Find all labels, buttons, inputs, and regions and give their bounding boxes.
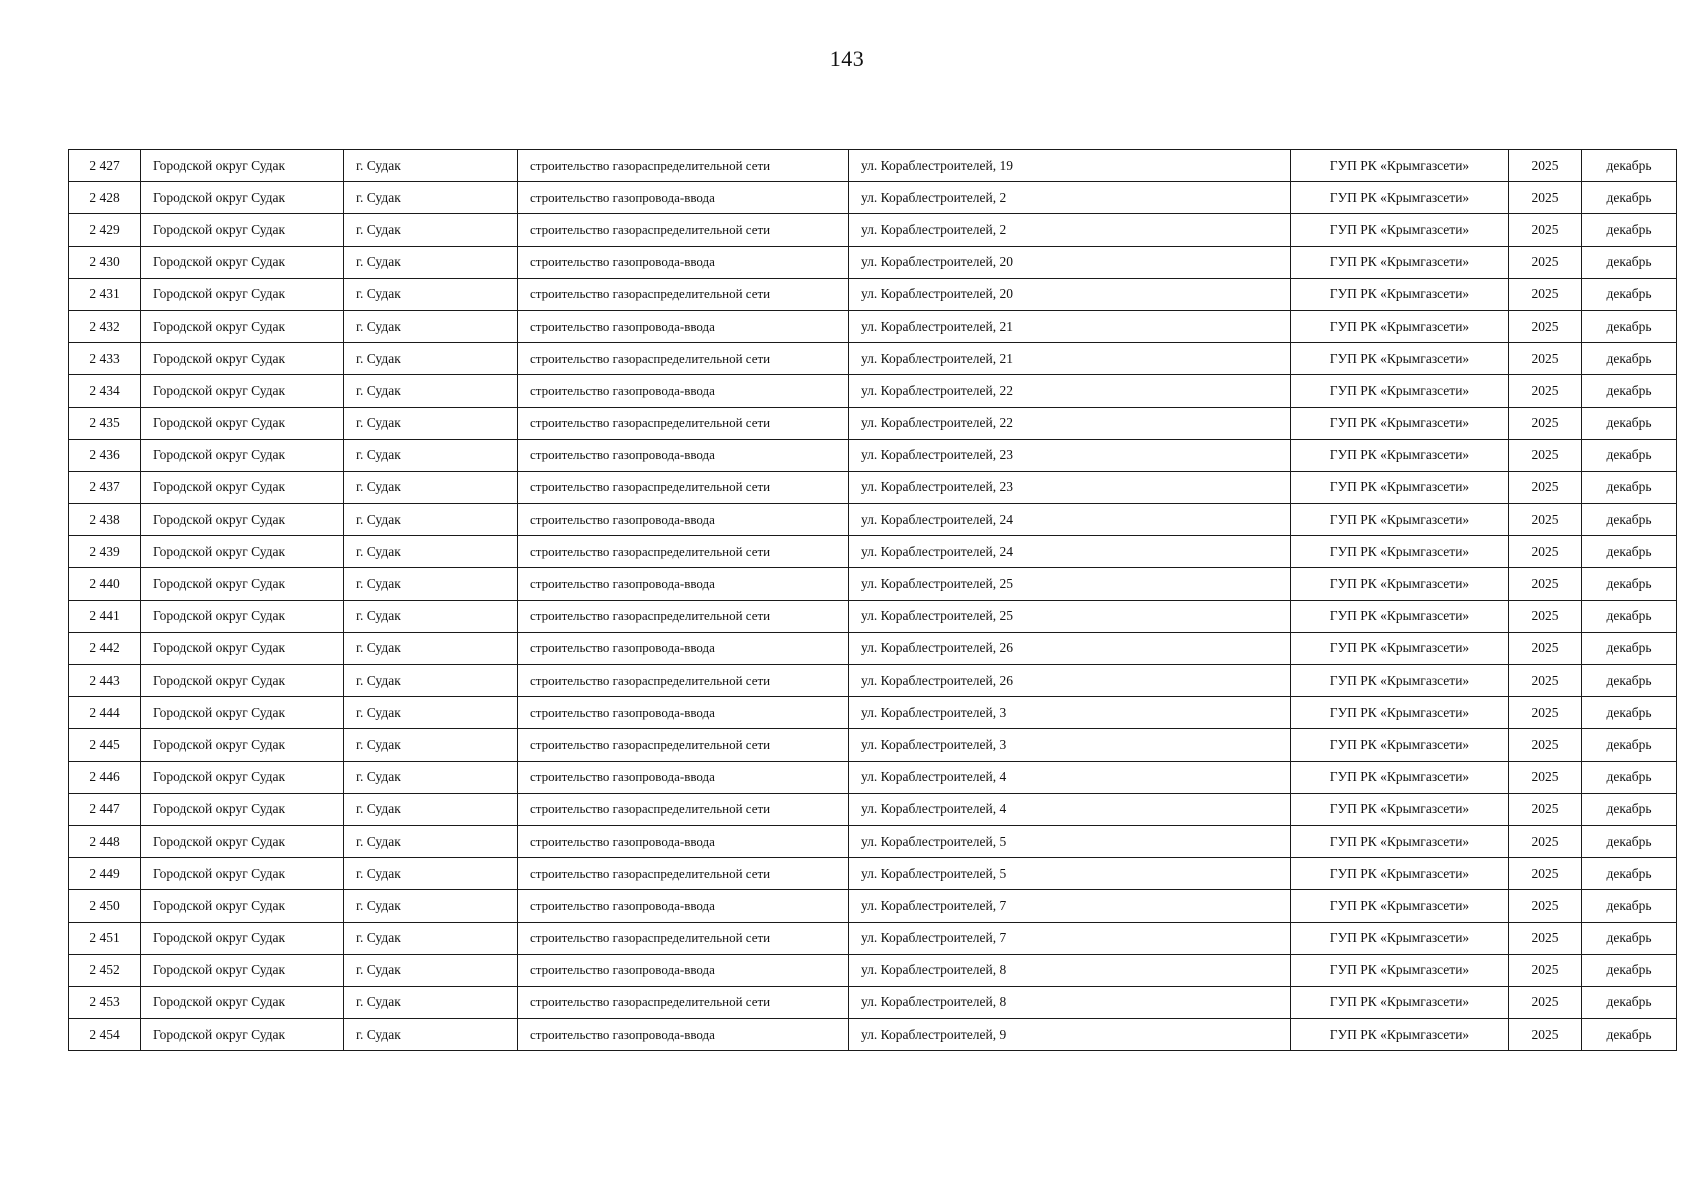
settlement-cell: г. Судак xyxy=(344,343,518,375)
row-number: 2 436 xyxy=(69,439,141,471)
address-cell: ул. Кораблестроителей, 3 xyxy=(849,697,1291,729)
address-cell: ул. Кораблестроителей, 19 xyxy=(849,150,1291,182)
district-cell: Городской округ Судак xyxy=(141,278,344,310)
settlement-cell: г. Судак xyxy=(344,986,518,1018)
row-number: 2 437 xyxy=(69,471,141,503)
organization-cell: ГУП РК «Крымгазсети» xyxy=(1291,504,1509,536)
row-number: 2 444 xyxy=(69,697,141,729)
address-cell: ул. Кораблестроителей, 22 xyxy=(849,375,1291,407)
table-row xyxy=(69,697,1677,729)
year-cell: 2025 xyxy=(1509,954,1582,986)
organization-cell: ГУП РК «Крымгазсети» xyxy=(1291,278,1509,310)
month-cell: декабрь xyxy=(1582,922,1677,954)
work-type-cell: строительство газораспределительной сети xyxy=(518,536,849,568)
address-cell: ул. Кораблестроителей, 23 xyxy=(849,471,1291,503)
table-row xyxy=(69,278,1677,310)
year-cell: 2025 xyxy=(1509,150,1582,182)
row-number: 2 452 xyxy=(69,954,141,986)
address-cell: ул. Кораблестроителей, 25 xyxy=(849,568,1291,600)
month-cell: декабрь xyxy=(1582,407,1677,439)
year-cell: 2025 xyxy=(1509,600,1582,632)
row-number: 2 431 xyxy=(69,278,141,310)
organization-cell: ГУП РК «Крымгазсети» xyxy=(1291,729,1509,761)
work-type-cell: строительство газораспределительной сети xyxy=(518,407,849,439)
district-cell: Городской округ Судак xyxy=(141,793,344,825)
address-cell: ул. Кораблестроителей, 3 xyxy=(849,729,1291,761)
year-cell: 2025 xyxy=(1509,761,1582,793)
year-cell: 2025 xyxy=(1509,343,1582,375)
work-type-cell: строительство газораспределительной сети xyxy=(518,343,849,375)
address-cell: ул. Кораблестроителей, 21 xyxy=(849,343,1291,375)
row-number: 2 441 xyxy=(69,600,141,632)
row-number: 2 450 xyxy=(69,890,141,922)
organization-cell: ГУП РК «Крымгазсети» xyxy=(1291,407,1509,439)
row-number: 2 440 xyxy=(69,568,141,600)
organization-cell: ГУП РК «Крымгазсети» xyxy=(1291,986,1509,1018)
work-type-cell: строительство газораспределительной сети xyxy=(518,729,849,761)
settlement-cell: г. Судак xyxy=(344,665,518,697)
district-cell: Городской округ Судак xyxy=(141,729,344,761)
address-cell: ул. Кораблестроителей, 9 xyxy=(849,1019,1291,1051)
work-type-cell: строительство газопровода-ввода xyxy=(518,1019,849,1051)
year-cell: 2025 xyxy=(1509,890,1582,922)
address-cell: ул. Кораблестроителей, 8 xyxy=(849,954,1291,986)
district-cell: Городской округ Судак xyxy=(141,504,344,536)
district-cell: Городской округ Судак xyxy=(141,600,344,632)
month-cell: декабрь xyxy=(1582,665,1677,697)
register-table xyxy=(68,149,1677,1051)
district-cell: Городской округ Судак xyxy=(141,375,344,407)
table-row xyxy=(69,890,1677,922)
year-cell: 2025 xyxy=(1509,922,1582,954)
month-cell: декабрь xyxy=(1582,1019,1677,1051)
district-cell: Городской округ Судак xyxy=(141,536,344,568)
year-cell: 2025 xyxy=(1509,310,1582,342)
page-number: 143 xyxy=(829,46,865,71)
district-cell: Городской округ Судак xyxy=(141,343,344,375)
table-row xyxy=(69,665,1677,697)
work-type-cell: строительство газопровода-ввода xyxy=(518,310,849,342)
address-cell: ул. Кораблестроителей, 4 xyxy=(849,761,1291,793)
year-cell: 2025 xyxy=(1509,825,1582,857)
row-number: 2 433 xyxy=(69,343,141,375)
work-type-cell: строительство газораспределительной сети xyxy=(518,858,849,890)
organization-cell: ГУП РК «Крымгазсети» xyxy=(1291,761,1509,793)
year-cell: 2025 xyxy=(1509,665,1582,697)
organization-cell: ГУП РК «Крымгазсети» xyxy=(1291,890,1509,922)
month-cell: декабрь xyxy=(1582,471,1677,503)
organization-cell: ГУП РК «Крымгазсети» xyxy=(1291,343,1509,375)
settlement-cell: г. Судак xyxy=(344,150,518,182)
year-cell: 2025 xyxy=(1509,729,1582,761)
month-cell: декабрь xyxy=(1582,793,1677,825)
address-cell: ул. Кораблестроителей, 7 xyxy=(849,922,1291,954)
organization-cell: ГУП РК «Крымгазсети» xyxy=(1291,954,1509,986)
year-cell: 2025 xyxy=(1509,1019,1582,1051)
year-cell: 2025 xyxy=(1509,407,1582,439)
month-cell: декабрь xyxy=(1582,825,1677,857)
row-number: 2 427 xyxy=(69,150,141,182)
district-cell: Городской округ Судак xyxy=(141,858,344,890)
table-row xyxy=(69,150,1677,182)
organization-cell: ГУП РК «Крымгазсети» xyxy=(1291,568,1509,600)
table-row xyxy=(69,536,1677,568)
settlement-cell: г. Судак xyxy=(344,761,518,793)
address-cell: ул. Кораблестроителей, 2 xyxy=(849,182,1291,214)
address-cell: ул. Кораблестроителей, 24 xyxy=(849,536,1291,568)
settlement-cell: г. Судак xyxy=(344,954,518,986)
settlement-cell: г. Судак xyxy=(344,568,518,600)
organization-cell: ГУП РК «Крымгазсети» xyxy=(1291,214,1509,246)
district-cell: Городской округ Судак xyxy=(141,182,344,214)
settlement-cell: г. Судак xyxy=(344,600,518,632)
settlement-cell: г. Судак xyxy=(344,439,518,471)
table-row xyxy=(69,761,1677,793)
district-cell: Городской округ Судак xyxy=(141,310,344,342)
table-row xyxy=(69,922,1677,954)
year-cell: 2025 xyxy=(1509,182,1582,214)
table-row xyxy=(69,343,1677,375)
row-number: 2 432 xyxy=(69,310,141,342)
table-row xyxy=(69,729,1677,761)
settlement-cell: г. Судак xyxy=(344,504,518,536)
district-cell: Городской округ Судак xyxy=(141,471,344,503)
address-cell: ул. Кораблестроителей, 20 xyxy=(849,278,1291,310)
district-cell: Городской округ Судак xyxy=(141,214,344,246)
district-cell: Городской округ Судак xyxy=(141,890,344,922)
table-row xyxy=(69,793,1677,825)
row-number: 2 443 xyxy=(69,665,141,697)
month-cell: декабрь xyxy=(1582,632,1677,664)
year-cell: 2025 xyxy=(1509,278,1582,310)
table-row xyxy=(69,504,1677,536)
table-row xyxy=(69,568,1677,600)
settlement-cell: г. Судак xyxy=(344,407,518,439)
organization-cell: ГУП РК «Крымгазсети» xyxy=(1291,665,1509,697)
work-type-cell: строительство газопровода-ввода xyxy=(518,568,849,600)
district-cell: Городской округ Судак xyxy=(141,632,344,664)
district-cell: Городской округ Судак xyxy=(141,568,344,600)
work-type-cell: строительство газораспределительной сети xyxy=(518,986,849,1018)
district-cell: Городской округ Судак xyxy=(141,825,344,857)
organization-cell: ГУП РК «Крымгазсети» xyxy=(1291,439,1509,471)
address-cell: ул. Кораблестроителей, 23 xyxy=(849,439,1291,471)
work-type-cell: строительство газопровода-ввода xyxy=(518,825,849,857)
table-row xyxy=(69,825,1677,857)
work-type-cell: строительство газораспределительной сети xyxy=(518,793,849,825)
month-cell: декабрь xyxy=(1582,504,1677,536)
district-cell: Городской округ Судак xyxy=(141,150,344,182)
table-row xyxy=(69,471,1677,503)
month-cell: декабрь xyxy=(1582,890,1677,922)
address-cell: ул. Кораблестроителей, 2 xyxy=(849,214,1291,246)
register-body xyxy=(69,150,1677,1051)
year-cell: 2025 xyxy=(1509,246,1582,278)
address-cell: ул. Кораблестроителей, 5 xyxy=(849,825,1291,857)
row-number: 2 434 xyxy=(69,375,141,407)
month-cell: декабрь xyxy=(1582,310,1677,342)
row-number: 2 438 xyxy=(69,504,141,536)
table-row xyxy=(69,214,1677,246)
month-cell: декабрь xyxy=(1582,954,1677,986)
row-number: 2 451 xyxy=(69,922,141,954)
settlement-cell: г. Судак xyxy=(344,182,518,214)
settlement-cell: г. Судак xyxy=(344,1019,518,1051)
district-cell: Городской округ Судак xyxy=(141,986,344,1018)
settlement-cell: г. Судак xyxy=(344,246,518,278)
district-cell: Городской округ Судак xyxy=(141,922,344,954)
settlement-cell: г. Судак xyxy=(344,697,518,729)
work-type-cell: строительство газопровода-ввода xyxy=(518,954,849,986)
work-type-cell: строительство газопровода-ввода xyxy=(518,632,849,664)
work-type-cell: строительство газораспределительной сети xyxy=(518,922,849,954)
year-cell: 2025 xyxy=(1509,214,1582,246)
work-type-cell: строительство газопровода-ввода xyxy=(518,182,849,214)
work-type-cell: строительство газопровода-ввода xyxy=(518,890,849,922)
year-cell: 2025 xyxy=(1509,504,1582,536)
row-number: 2 439 xyxy=(69,536,141,568)
work-type-cell: строительство газопровода-ввода xyxy=(518,697,849,729)
organization-cell: ГУП РК «Крымгазсети» xyxy=(1291,922,1509,954)
settlement-cell: г. Судак xyxy=(344,890,518,922)
month-cell: декабрь xyxy=(1582,761,1677,793)
table-row xyxy=(69,375,1677,407)
row-number: 2 442 xyxy=(69,632,141,664)
organization-cell: ГУП РК «Крымгазсети» xyxy=(1291,375,1509,407)
work-type-cell: строительство газораспределительной сети xyxy=(518,214,849,246)
month-cell: декабрь xyxy=(1582,375,1677,407)
settlement-cell: г. Судак xyxy=(344,632,518,664)
work-type-cell: строительство газопровода-ввода xyxy=(518,375,849,407)
organization-cell: ГУП РК «Крымгазсети» xyxy=(1291,697,1509,729)
row-number: 2 448 xyxy=(69,825,141,857)
address-cell: ул. Кораблестроителей, 26 xyxy=(849,632,1291,664)
year-cell: 2025 xyxy=(1509,536,1582,568)
row-number: 2 449 xyxy=(69,858,141,890)
month-cell: декабрь xyxy=(1582,246,1677,278)
settlement-cell: г. Судак xyxy=(344,729,518,761)
year-cell: 2025 xyxy=(1509,375,1582,407)
organization-cell: ГУП РК «Крымгазсети» xyxy=(1291,793,1509,825)
work-type-cell: строительство газопровода-ввода xyxy=(518,504,849,536)
table-row xyxy=(69,858,1677,890)
row-number: 2 429 xyxy=(69,214,141,246)
organization-cell: ГУП РК «Крымгазсети» xyxy=(1291,310,1509,342)
organization-cell: ГУП РК «Крымгазсети» xyxy=(1291,150,1509,182)
year-cell: 2025 xyxy=(1509,858,1582,890)
organization-cell: ГУП РК «Крымгазсети» xyxy=(1291,600,1509,632)
table-row xyxy=(69,986,1677,1018)
district-cell: Городской округ Судак xyxy=(141,1019,344,1051)
year-cell: 2025 xyxy=(1509,986,1582,1018)
address-cell: ул. Кораблестроителей, 20 xyxy=(849,246,1291,278)
work-type-cell: строительство газораспределительной сети xyxy=(518,278,849,310)
table-row xyxy=(69,439,1677,471)
month-cell: декабрь xyxy=(1582,568,1677,600)
row-number: 2 430 xyxy=(69,246,141,278)
month-cell: декабрь xyxy=(1582,729,1677,761)
organization-cell: ГУП РК «Крымгазсети» xyxy=(1291,825,1509,857)
settlement-cell: г. Судак xyxy=(344,310,518,342)
settlement-cell: г. Судак xyxy=(344,278,518,310)
year-cell: 2025 xyxy=(1509,793,1582,825)
settlement-cell: г. Судак xyxy=(344,922,518,954)
table-row xyxy=(69,600,1677,632)
table-row xyxy=(69,310,1677,342)
month-cell: декабрь xyxy=(1582,439,1677,471)
settlement-cell: г. Судак xyxy=(344,793,518,825)
settlement-cell: г. Судак xyxy=(344,825,518,857)
organization-cell: ГУП РК «Крымгазсети» xyxy=(1291,632,1509,664)
district-cell: Городской округ Судак xyxy=(141,954,344,986)
address-cell: ул. Кораблестроителей, 22 xyxy=(849,407,1291,439)
month-cell: декабрь xyxy=(1582,858,1677,890)
table-row xyxy=(69,632,1677,664)
settlement-cell: г. Судак xyxy=(344,214,518,246)
settlement-cell: г. Судак xyxy=(344,375,518,407)
organization-cell: ГУП РК «Крымгазсети» xyxy=(1291,1019,1509,1051)
row-number: 2 428 xyxy=(69,182,141,214)
organization-cell: ГУП РК «Крымгазсети» xyxy=(1291,246,1509,278)
address-cell: ул. Кораблестроителей, 8 xyxy=(849,986,1291,1018)
settlement-cell: г. Судак xyxy=(344,536,518,568)
address-cell: ул. Кораблестроителей, 26 xyxy=(849,665,1291,697)
year-cell: 2025 xyxy=(1509,568,1582,600)
work-type-cell: строительство газопровода-ввода xyxy=(518,439,849,471)
year-cell: 2025 xyxy=(1509,439,1582,471)
address-cell: ул. Кораблестроителей, 7 xyxy=(849,890,1291,922)
work-type-cell: строительство газораспределительной сети xyxy=(518,471,849,503)
address-cell: ул. Кораблестроителей, 25 xyxy=(849,600,1291,632)
row-number: 2 453 xyxy=(69,986,141,1018)
month-cell: декабрь xyxy=(1582,182,1677,214)
district-cell: Городской округ Судак xyxy=(141,407,344,439)
table-row xyxy=(69,1019,1677,1051)
row-number: 2 445 xyxy=(69,729,141,761)
table-row xyxy=(69,954,1677,986)
month-cell: декабрь xyxy=(1582,343,1677,375)
organization-cell: ГУП РК «Крымгазсети» xyxy=(1291,536,1509,568)
settlement-cell: г. Судак xyxy=(344,471,518,503)
organization-cell: ГУП РК «Крымгазсети» xyxy=(1291,471,1509,503)
table-row xyxy=(69,182,1677,214)
work-type-cell: строительство газопровода-ввода xyxy=(518,761,849,793)
settlement-cell: г. Судак xyxy=(344,858,518,890)
district-cell: Городской округ Судак xyxy=(141,439,344,471)
year-cell: 2025 xyxy=(1509,632,1582,664)
month-cell: декабрь xyxy=(1582,150,1677,182)
month-cell: декабрь xyxy=(1582,214,1677,246)
address-cell: ул. Кораблестроителей, 21 xyxy=(849,310,1291,342)
address-cell: ул. Кораблестроителей, 4 xyxy=(849,793,1291,825)
work-type-cell: строительство газопровода-ввода xyxy=(518,246,849,278)
organization-cell: ГУП РК «Крымгазсети» xyxy=(1291,858,1509,890)
work-type-cell: строительство газораспределительной сети xyxy=(518,665,849,697)
year-cell: 2025 xyxy=(1509,697,1582,729)
row-number: 2 447 xyxy=(69,793,141,825)
table-row xyxy=(69,246,1677,278)
work-type-cell: строительство газораспределительной сети xyxy=(518,600,849,632)
table-row xyxy=(69,407,1677,439)
district-cell: Городской округ Судак xyxy=(141,246,344,278)
district-cell: Городской округ Судак xyxy=(141,665,344,697)
year-cell: 2025 xyxy=(1509,471,1582,503)
row-number: 2 454 xyxy=(69,1019,141,1051)
month-cell: декабрь xyxy=(1582,600,1677,632)
month-cell: декабрь xyxy=(1582,697,1677,729)
work-type-cell: строительство газораспределительной сети xyxy=(518,150,849,182)
month-cell: декабрь xyxy=(1582,986,1677,1018)
organization-cell: ГУП РК «Крымгазсети» xyxy=(1291,182,1509,214)
district-cell: Городской округ Судак xyxy=(141,761,344,793)
row-number: 2 435 xyxy=(69,407,141,439)
address-cell: ул. Кораблестроителей, 5 xyxy=(849,858,1291,890)
row-number: 2 446 xyxy=(69,761,141,793)
district-cell: Городской округ Судак xyxy=(141,697,344,729)
month-cell: декабрь xyxy=(1582,536,1677,568)
month-cell: декабрь xyxy=(1582,278,1677,310)
address-cell: ул. Кораблестроителей, 24 xyxy=(849,504,1291,536)
